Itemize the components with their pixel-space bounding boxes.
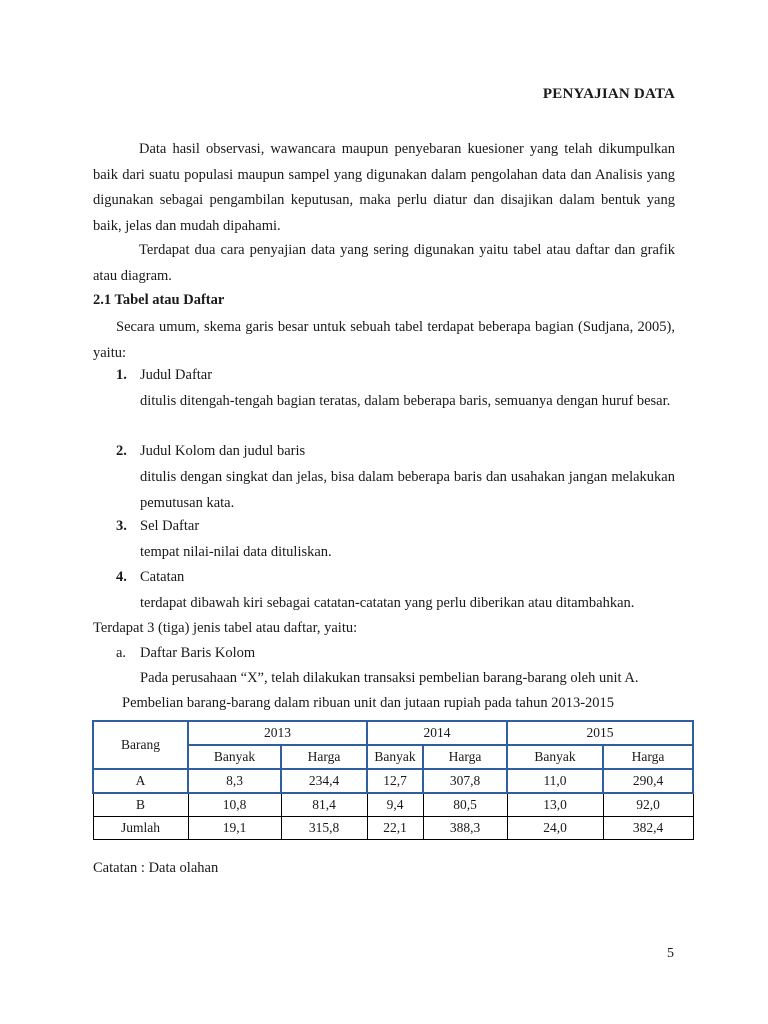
table-cell: 22,1 (367, 817, 423, 840)
table-cell: 11,0 (507, 769, 603, 793)
table-cell: 388,3 (423, 817, 507, 840)
table-subheader-cell: Banyak (367, 745, 423, 769)
table-subheader-cell: Harga (423, 745, 507, 769)
table-subheader-cell: Harga (603, 745, 693, 769)
section-intro: Secara umum, skema garis besar untuk sebuah tabel terdapat beberapa bagian (Sudjana, 2005), yaitu: (93, 319, 675, 361)
type-a-title: Daftar Baris Kolom (140, 645, 256, 661)
list-item-number: 1. (116, 367, 127, 383)
table-cell: 315,8 (281, 817, 367, 840)
list-item-description: ditulis ditengah-tengah bagian teratas, dalam beberapa baris, semuanya dengan huruf besar. (140, 393, 671, 409)
page-number: 5 (667, 946, 674, 961)
list-item-title: Judul Kolom dan judul baris (140, 443, 306, 459)
table-year-header: 2015 (507, 721, 693, 745)
paragraph-methods: Terdapat dua cara penyajian data yang sering digunakan yaitu tabel atau daftar dan grafik atau diagram. (93, 242, 675, 284)
table-cell: 307,8 (423, 769, 507, 793)
table-cell: 80,5 (423, 793, 507, 817)
page-title: PENYAJIAN DATA (542, 86, 675, 102)
table-year-header: 2014 (367, 721, 507, 745)
table-cell: 12,7 (367, 769, 423, 793)
table-row (93, 769, 693, 793)
table-cell: 234,4 (281, 769, 367, 793)
table-row (93, 817, 693, 840)
table-cell: 19,1 (188, 817, 281, 840)
list-item-number: 4. (116, 569, 127, 585)
table-cell: 13,0 (507, 793, 603, 817)
list-item-description: terdapat dibawah kiri sebagai catatan-catatan yang perlu diberikan atau ditambahkan. (140, 595, 635, 611)
table-row (93, 793, 693, 817)
table-cell: 290,4 (603, 769, 693, 793)
table-row-label: Jumlah (93, 817, 188, 840)
list-item-description: ditulis dengan singkat dan jelas, bisa dalam beberapa baris dan usahakan jangan melakukan pemutusan kata. (140, 469, 675, 511)
table-cell: 382,4 (603, 817, 693, 840)
table-types-intro: Terdapat 3 (tiga) jenis tabel atau daftar, yaitu: (93, 620, 358, 636)
table-header-cell: Barang (93, 721, 188, 769)
table-cell: 9,4 (367, 793, 423, 817)
table-subheader-cell: Banyak (507, 745, 603, 769)
table-cell: 24,0 (507, 817, 603, 840)
table-caption: Pembelian barang-barang dalam ribuan unit dan jutaan rupiah pada tahun 2013-2015 (122, 695, 615, 711)
table-cell: 8,3 (188, 769, 281, 793)
list-item-title: Catatan (140, 569, 185, 585)
table-cell: 81,4 (281, 793, 367, 817)
table-row-label: B (93, 793, 188, 817)
table-row-label: A (93, 769, 188, 793)
table-cell: 92,0 (603, 793, 693, 817)
type-a-label: a. (116, 645, 127, 661)
list-item-title: Judul Daftar (140, 367, 213, 383)
list-item-description: tempat nilai-nilai data dituliskan. (140, 544, 332, 560)
list-item-number: 2. (116, 443, 127, 459)
list-item-number: 3. (116, 518, 127, 534)
section-heading: 2.1 Tabel atau Daftar (93, 292, 225, 308)
type-a-text: Pada perusahaan “X”, telah dilakukan transaksi pembelian barang-barang oleh unit A. (140, 670, 639, 686)
table-note: Catatan : Data olahan (93, 860, 219, 876)
table-cell: 10,8 (188, 793, 281, 817)
table-subheader-cell: Banyak (188, 745, 281, 769)
list-item-title: Sel Daftar (140, 518, 200, 534)
table-year-header: 2013 (188, 721, 367, 745)
table-subheader-cell: Harga (281, 745, 367, 769)
paragraph-intro: Data hasil observasi, wawancara maupun penyebaran kuesioner yang telah dikumpulkan baik dari suatu populasi maupun sampel yang digunakan dalam pengolahan data dan Analisis yang digunakan sebagai pengambilan keputusan, maka perlu diatur dan disajikan dalam bentuk yang baik, jelas dan mudah dipahami. (93, 141, 675, 234)
table-header-row (93, 721, 693, 745)
data-table (92, 720, 694, 840)
